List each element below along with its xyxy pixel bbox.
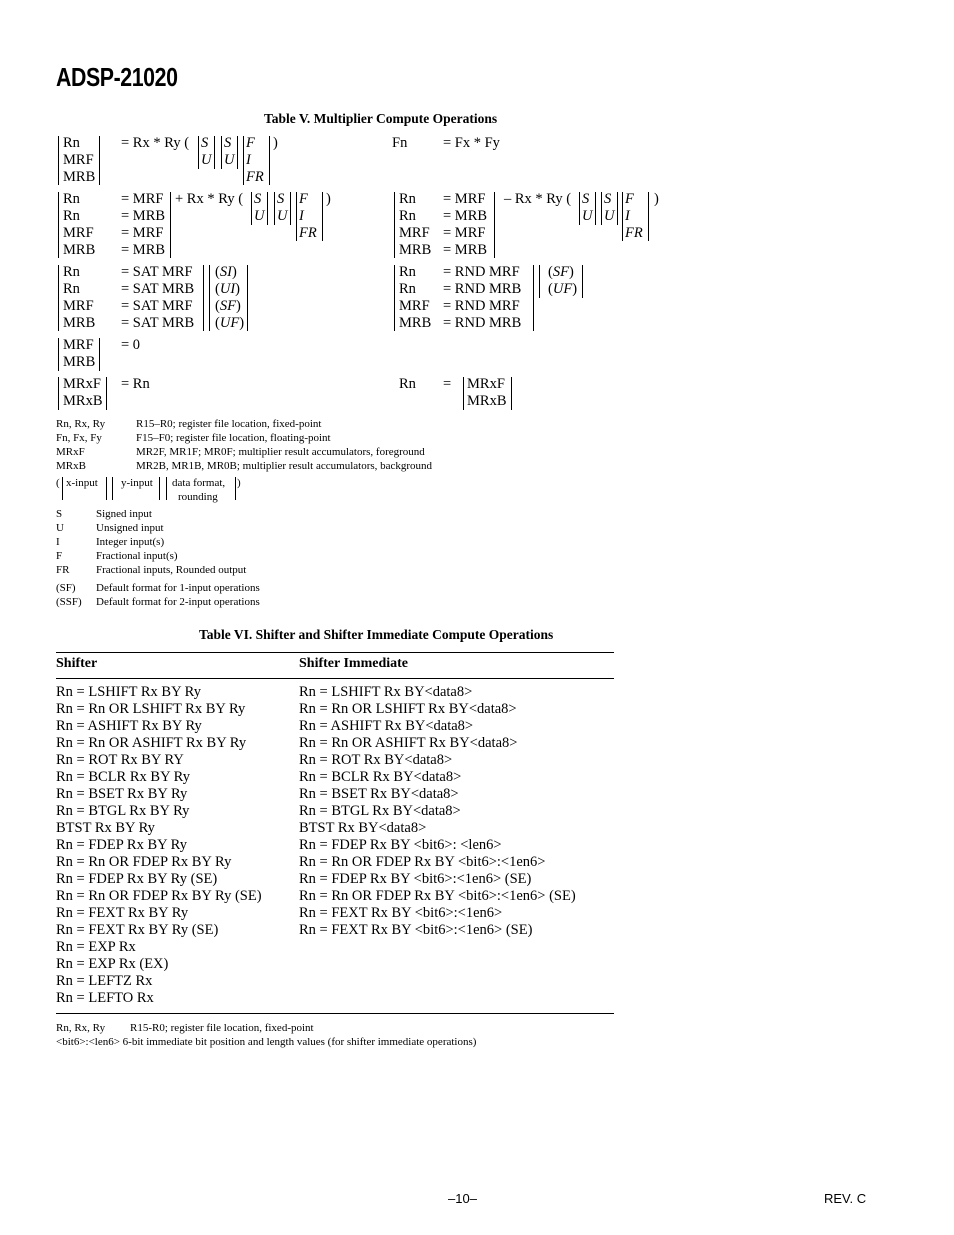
reg: MRxF [63,376,101,392]
expr: = Rx * Ry ( [121,135,190,151]
reg: MRF [63,337,94,353]
reg: Rn [63,191,80,207]
operation-row: Rn = BCLR Rx BY Ry [56,769,190,785]
close-paren: ) [326,191,331,207]
operation-row: Rn = EXP Rx (EX) [56,956,169,972]
operation-row: Rn = FEXT Rx BY Ry (SE) [56,922,219,938]
format-codes: S Signed input U Unsigned input I Integer input(s) F Fractional input(s) FR Fractional inputs, Rounded output [56,508,247,576]
operation-row: Rn = BTGL Rx BY<data8> [299,803,461,819]
opt: U [201,152,212,168]
legend: Rn, Rx, Ry R15–R0; register file location, fixed-point Fn, Fx, Fy F15–F0; register file location, floating-point MRxF MR2F, MR1F; MR0F; multiplier result accumulators, foreground MRxB MR2B, MR1B, MR0B; multiplier result accumulators, background [56,418,433,472]
val: = RND MRF [443,298,520,314]
reg: MRB [63,315,96,331]
close-paren: ) [273,135,278,151]
reg: MRF [63,152,94,168]
operation-row: Rn = Rn OR ASHIFT Rx BY Ry [56,735,247,751]
reg: Rn [399,191,416,207]
reg: MRB [63,169,96,185]
val: = 0 [121,337,141,353]
opt: FR [625,225,643,241]
operation-row: BTST Rx BY Ry [56,820,155,836]
operation-row: Rn = FEXT Rx BY Ry [56,905,189,921]
val: = RND MRB [443,281,522,297]
val: = SAT MRB [121,281,195,297]
table6-caption: Table VI. Shifter and Shifter Immediate Compute Operations [199,627,554,642]
val: = SAT MRF [121,264,193,280]
immediate-column [299,684,576,939]
reg: MRxF [467,376,505,392]
reg: MRF [399,225,430,241]
reg: MRB [399,315,432,331]
shifter-header: Shifter [56,656,98,671]
reg: Rn [63,281,80,297]
opt: (SI) [215,264,237,280]
operation-row: Rn = Rn OR FDEP Rx BY Ry [56,854,232,870]
opt: S [277,191,285,207]
reg: MRxB [63,393,103,409]
float-rhs: = Fx * Fy [443,135,500,151]
opt: FR [246,169,264,185]
operation-row: Rn = FDEP Rx BY <bit6>: <len6> [299,837,502,853]
reg: MRB [63,354,96,370]
reg: Rn [63,135,80,151]
val: = SAT MRF [121,298,193,314]
operation-row: Rn = FEXT Rx BY <bit6>:<1en6> (SE) [299,922,533,938]
table5-caption: Table V. Multiplier Compute Operations [264,111,498,126]
reg: Rn [63,264,80,280]
shifter-column [56,684,262,1007]
reg: Rn [399,264,416,280]
reg: Rn [399,376,416,392]
immediate-header: Shifter Immediate [299,656,408,671]
opt: (UF) [548,281,578,297]
operation-row: Rn = Rn OR LSHIFT Rx BY<data8> [299,701,517,717]
operation-row: Rn = BCLR Rx BY<data8> [299,769,462,785]
operation-row: Rn = FEXT Rx BY <bit6>:<1en6> [299,905,503,921]
float-lhs: Fn [392,135,408,151]
val: = MRB [121,242,166,258]
opt: I [625,208,630,224]
opt: S [224,135,232,151]
opt: I [246,152,251,168]
operation-row: Rn = Rn OR FDEP Rx BY <bit6>:<1en6> [299,854,546,870]
reg: MRF [63,225,94,241]
opt: S [582,191,590,207]
opt: U [604,208,615,224]
operation-row: Rn = Rn OR FDEP Rx BY <bit6>:<1en6> (SE) [299,888,576,904]
val: = RND MRB [443,315,522,331]
val: = MRF [121,225,164,241]
operation-row: Rn = ROT Rx BY<data8> [299,752,453,768]
reg: MRB [63,242,96,258]
default-formats: (SF) Default format for 1-input operations (SSF) Default format for 2-input operations [56,582,260,608]
opt: S [201,135,209,151]
val: = Rn [121,376,150,392]
operation-row: Rn = LEFTO Rx [56,990,154,1006]
opt: U [582,208,593,224]
operation-row: Rn = FDEP Rx BY <bit6>:<1en6> (SE) [299,871,532,887]
expr: – Rx * Ry ( [504,191,572,207]
operation-row: Rn = BTGL Rx BY Ry [56,803,190,819]
operation-row: Rn = BSET Rx BY<data8> [299,786,459,802]
operation-row: Rn = FDEP Rx BY Ry [56,837,188,853]
opt: (UI) [215,281,240,297]
operation-row: Rn = EXP Rx [56,939,136,955]
operation-row: Rn = Rn OR FDEP Rx BY Ry (SE) [56,888,262,904]
table-top-rule [56,652,614,653]
opt: (SF) [215,298,241,314]
table-bottom-rule [56,1013,614,1014]
table6-notes: Rn, Rx, Ry R15-R0; register file location, fixed-point <bit6>:<len6> 6-bit immediate bit position and length values (for shifter immediate operations) [56,1022,477,1048]
operation-row: Rn = LEFTZ Rx [56,973,153,989]
val: = SAT MRB [121,315,195,331]
operation-row: Rn = Rn OR ASHIFT Rx BY<data8> [299,735,518,751]
operation-row: BTST Rx BY<data8> [299,820,427,836]
opt: I [299,208,304,224]
opt: FR [299,225,317,241]
reg: Rn [399,281,416,297]
opt: U [254,208,265,224]
val: = MRF [443,225,486,241]
opt: U [224,152,235,168]
opt: F [625,191,634,207]
val: = MRF [443,191,486,207]
val: = RND MRF [443,264,520,280]
header-rule [56,678,614,679]
val: = MRB [443,242,488,258]
reg: MRF [399,298,430,314]
revision: REV. C [824,1191,867,1206]
operation-row: Rn = ROT Rx BY RY [56,752,184,768]
opt: (SF) [548,264,574,280]
operation-row: Rn = BSET Rx BY Ry [56,786,188,802]
opt: U [277,208,288,224]
operation-row: Rn = LSHIFT Rx BY Ry [56,684,201,700]
val: = MRF [121,191,164,207]
reg: MRB [399,242,432,258]
opt: S [254,191,262,207]
page-number: –10– [448,1191,477,1206]
val: = MRB [121,208,166,224]
opt: F [299,191,308,207]
eq: = [443,376,452,392]
reg: MRxB [467,393,507,409]
reg: MRF [63,298,94,314]
reg: Rn [63,208,80,224]
operation-row: Rn = LSHIFT Rx BY<data8> [299,684,473,700]
close-paren: ) [654,191,659,207]
operation-row: Rn = ASHIFT Rx BY<data8> [299,718,474,734]
opt: F [246,135,255,151]
operation-row: Rn = Rn OR LSHIFT Rx BY Ry [56,701,246,717]
expr: + Rx * Ry ( [175,191,244,207]
opt: (UF) [215,315,245,331]
operation-row: Rn = ASHIFT Rx BY Ry [56,718,202,734]
doc-header: ADSP-21020 [56,62,178,92]
opt: S [604,191,612,207]
val: = MRB [443,208,488,224]
operation-row: Rn = FDEP Rx BY Ry (SE) [56,871,218,887]
reg: Rn [399,208,416,224]
